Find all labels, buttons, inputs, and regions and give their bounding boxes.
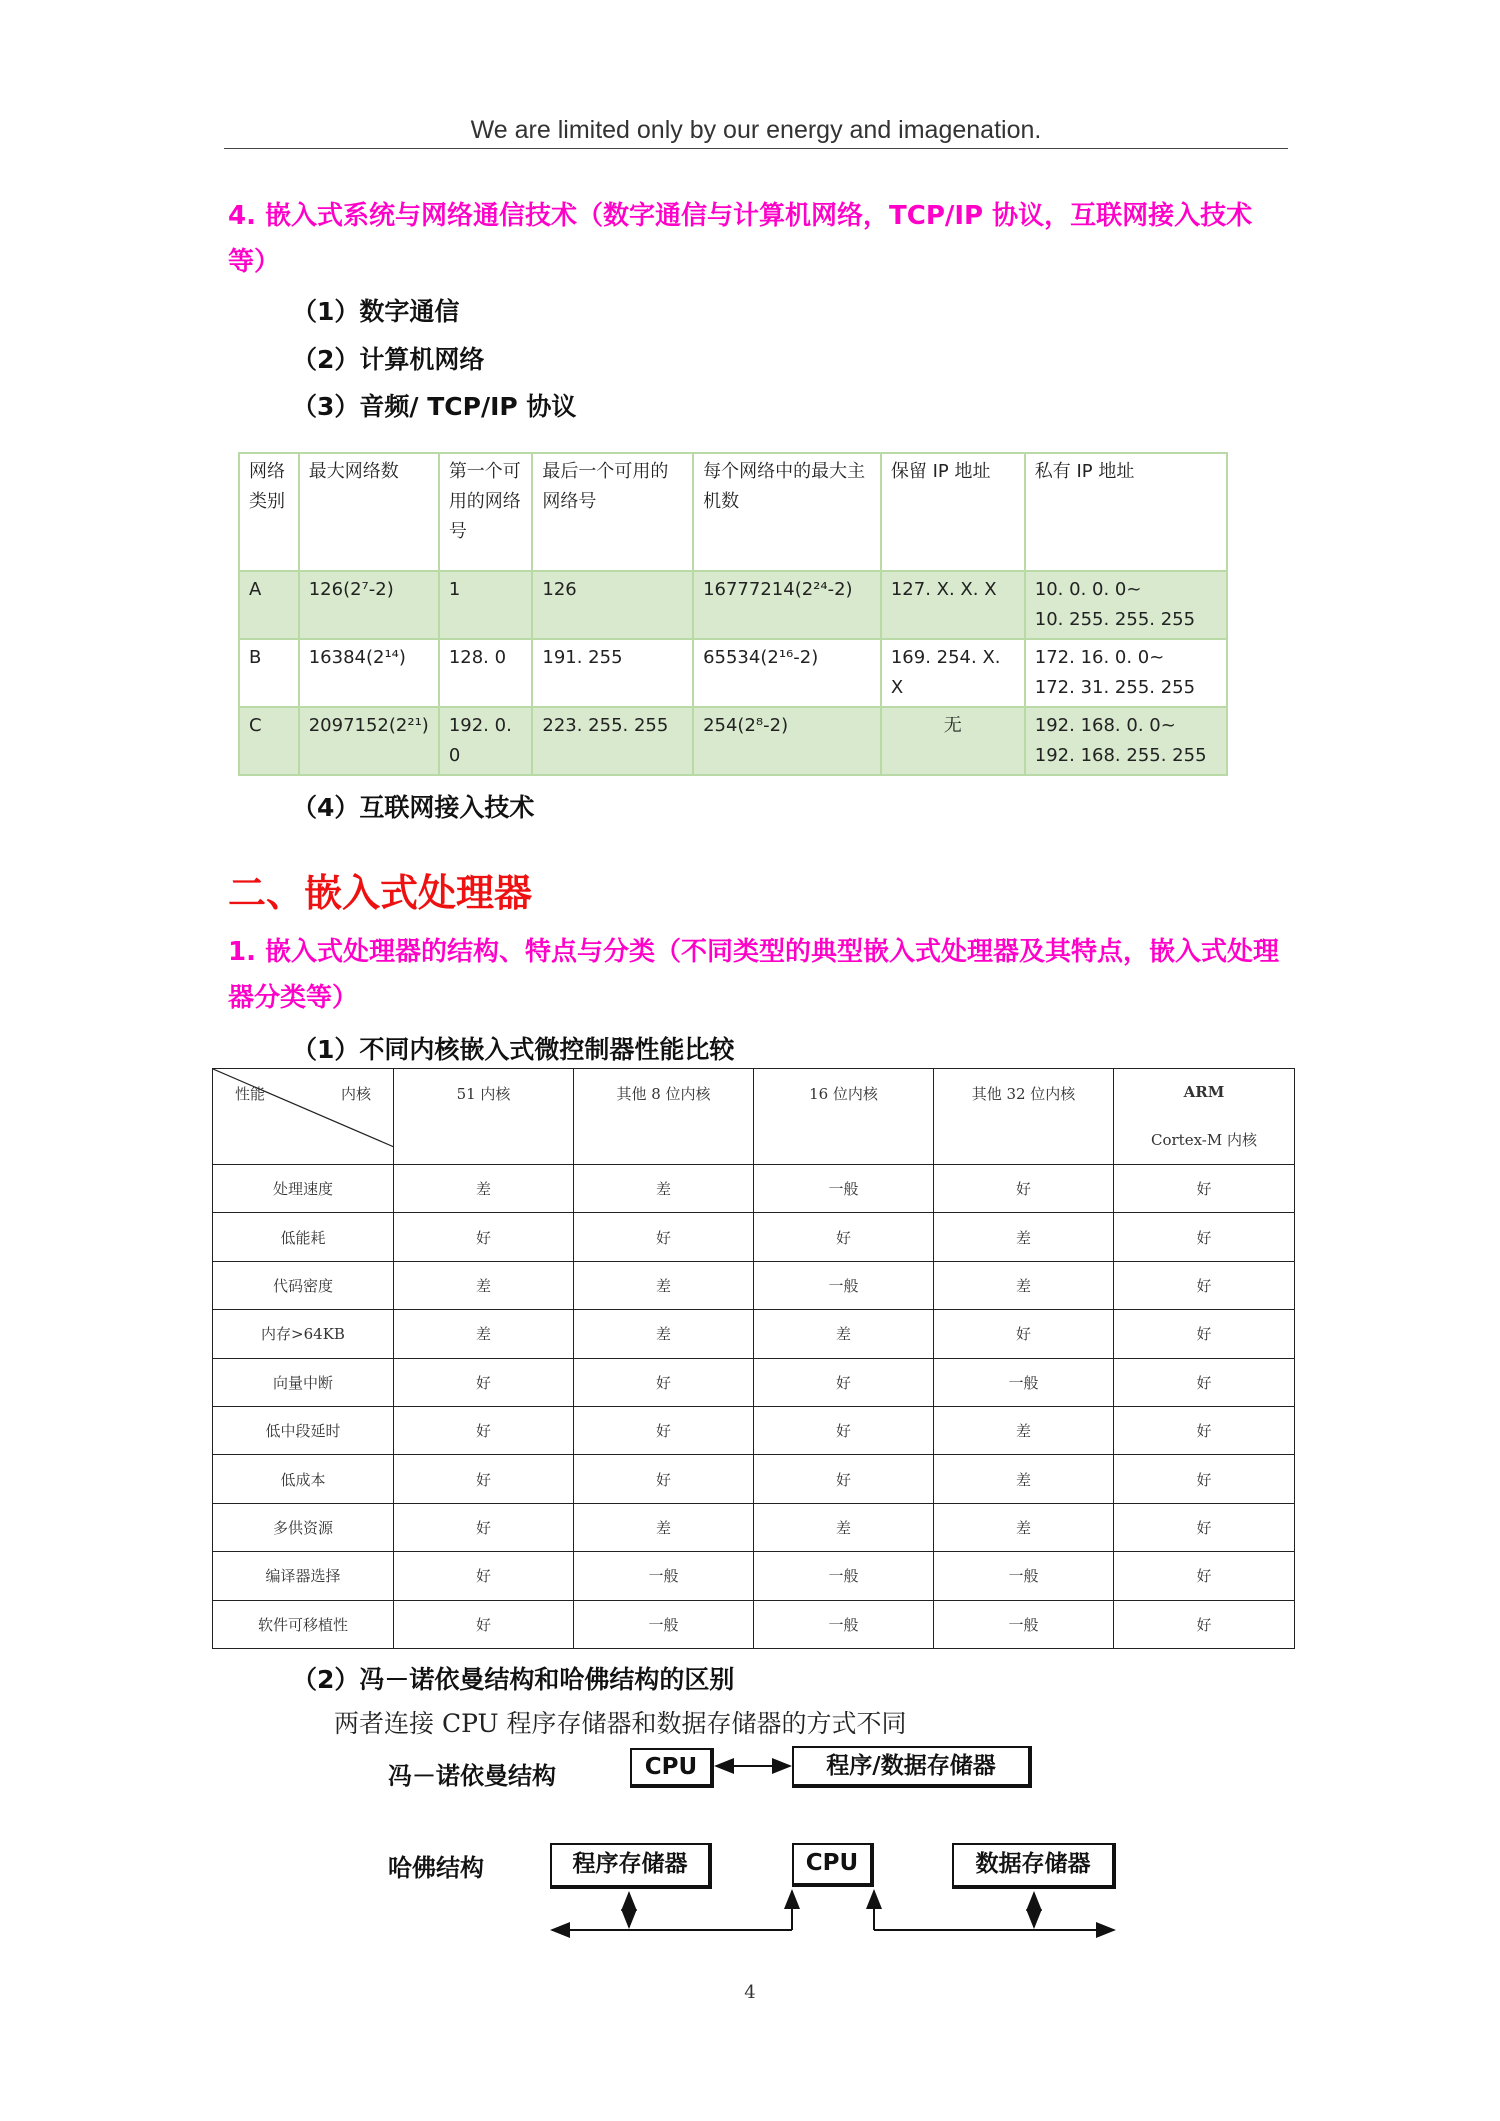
class-cell: B — [239, 639, 299, 707]
table-cell: 一般 — [574, 1600, 754, 1648]
table-cell: 好 — [754, 1358, 934, 1406]
private-range-start: 10. 0. 0. 0~ — [1034, 579, 1142, 600]
page-number: 4 — [744, 1982, 756, 2003]
table-cell: 128. 0 — [439, 639, 533, 707]
table-cell: 差 — [934, 1503, 1114, 1551]
header-cell: 第一个可用的网络号 — [439, 453, 533, 571]
table-cell: 192. 0. 0 — [439, 707, 533, 775]
architecture-description: 两者连接 CPU 程序存储器和数据存储器的方式不同 — [334, 1709, 907, 1738]
cortex-label: Cortex-M 内核 — [1151, 1131, 1257, 1149]
table-cell: 好 — [934, 1165, 1114, 1213]
table-cell: 好 — [1114, 1261, 1295, 1309]
table-cell: 好 — [574, 1213, 754, 1261]
private-range-start: 192. 168. 0. 0~ — [1034, 715, 1176, 736]
header-cell: 网络类别 — [239, 453, 299, 571]
harvard-cpu-box: CPU — [792, 1843, 874, 1887]
header-motto: We are limited only by our energy and imagenation. — [470, 116, 1042, 144]
program-data-memory-box: 程序/数据存储器 — [792, 1746, 1032, 1788]
table-cell: 一般 — [754, 1600, 934, 1648]
row-label: 低中段延时 — [213, 1406, 394, 1454]
table-cell: 223. 255. 255 — [532, 707, 693, 775]
table-cell: 差 — [394, 1310, 574, 1358]
table-cell: 一般 — [934, 1600, 1114, 1648]
table-cell: 16384(2¹⁴) — [299, 639, 439, 707]
table-cell: 126(2⁷-2) — [299, 571, 439, 639]
table-cell: 好 — [394, 1213, 574, 1261]
table-cell: 好 — [934, 1310, 1114, 1358]
table-cell: 254(2⁸-2) — [693, 707, 881, 775]
table-cell: 好 — [1114, 1600, 1295, 1648]
table-cell: 16777214(2²⁴-2) — [693, 571, 881, 639]
table-cell: 好 — [394, 1600, 574, 1648]
table-cell: 好 — [1114, 1552, 1295, 1600]
table-cell: 无 — [881, 707, 1025, 775]
table-cell: 169. 254. X. X — [881, 639, 1025, 707]
table-cell: 差 — [394, 1165, 574, 1213]
table-cell: 好 — [574, 1358, 754, 1406]
table-cell: 好 — [754, 1406, 934, 1454]
table-cell: 差 — [754, 1503, 934, 1551]
table-cell: 好 — [754, 1213, 934, 1261]
section-1-heading: 1. 嵌入式处理器的结构、特点与分类（不同类型的典型嵌入式处理器及其特点，嵌入式处理器分类等） — [228, 937, 1280, 1013]
table-cell: 1 — [439, 571, 533, 639]
table-cell: 差 — [934, 1455, 1114, 1503]
row-label: 处理速度 — [213, 1165, 394, 1213]
header-cell: 私有 IP 地址 — [1025, 453, 1227, 571]
table-cell: 差 — [394, 1261, 574, 1309]
table-cell: 差 — [934, 1261, 1114, 1309]
cpu-box: CPU — [630, 1748, 714, 1788]
table-cell: 好 — [394, 1358, 574, 1406]
arm-label: ARM — [1183, 1083, 1225, 1101]
subsection-4: （4）互联网接入技术 — [292, 793, 535, 822]
table-cell: 一般 — [754, 1165, 934, 1213]
table-cell: 127. X. X. X — [881, 571, 1025, 639]
subsection-3: （3）音频/ TCP/IP 协议 — [292, 392, 577, 421]
private-range-end: 192. 168. 255. 255 — [1034, 745, 1207, 766]
row-label: 低能耗 — [213, 1213, 394, 1261]
table-cell: 好 — [394, 1503, 574, 1551]
row-label: 低成本 — [213, 1455, 394, 1503]
table-cell: 好 — [574, 1406, 754, 1454]
row-label: 编译器选择 — [213, 1552, 394, 1600]
table-cell: 好 — [1114, 1455, 1295, 1503]
harvard-label: 哈佛结构 — [388, 1854, 484, 1882]
data-memory-box: 数据存储器 — [952, 1843, 1116, 1889]
private-range-start: 172. 16. 0. 0~ — [1034, 647, 1165, 668]
table-cell: 好 — [394, 1455, 574, 1503]
table-cell: 一般 — [934, 1358, 1114, 1406]
table-cell: 差 — [934, 1213, 1114, 1261]
table-cell: 一般 — [934, 1552, 1114, 1600]
table-cell: 好 — [1114, 1310, 1295, 1358]
table-cell: 一般 — [754, 1552, 934, 1600]
table-cell: 好 — [1114, 1213, 1295, 1261]
table-cell: 好 — [1114, 1503, 1295, 1551]
row-label: 内存>64KB — [213, 1310, 394, 1358]
header-cell: 16 位内核 — [754, 1069, 934, 1165]
row-label: 多供资源 — [213, 1503, 394, 1551]
table-cell: 差 — [754, 1310, 934, 1358]
table-cell: 好 — [394, 1552, 574, 1600]
table-cell: 65534(2¹⁶-2) — [693, 639, 881, 707]
header-cell: 保留 IP 地址 — [881, 453, 1025, 571]
subsection-architecture: （2）冯－诺依曼结构和哈佛结构的区别 — [292, 1665, 735, 1694]
core-corner-label: 内核 — [340, 1085, 371, 1103]
row-label: 代码密度 — [213, 1261, 394, 1309]
subsection-mcu-compare: （1）不同内核嵌入式微控制器性能比较 — [292, 1035, 735, 1064]
table-cell: 差 — [574, 1165, 754, 1213]
row-label: 向量中断 — [213, 1358, 394, 1406]
table-cell: 一般 — [754, 1261, 934, 1309]
chapter-title: 二、嵌入式处理器 — [228, 871, 533, 915]
header-cell: 其他 8 位内核 — [574, 1069, 754, 1165]
table-cell: 2097152(2²¹) — [299, 707, 439, 775]
table-cell: 差 — [574, 1310, 754, 1358]
table-cell: 126 — [532, 571, 693, 639]
perf-corner-label: 性能 — [235, 1085, 266, 1103]
table-cell: 差 — [574, 1503, 754, 1551]
table-cell: 好 — [394, 1406, 574, 1454]
table-cell: 好 — [1114, 1358, 1295, 1406]
table-cell: 好 — [1114, 1406, 1295, 1454]
table-cell: 191. 255 — [532, 639, 693, 707]
header-cell: 最大网络数 — [299, 453, 439, 571]
table-cell: 好 — [754, 1455, 934, 1503]
table-cell: 差 — [574, 1261, 754, 1309]
table-cell: 一般 — [574, 1552, 754, 1600]
von-neumann-label: 冯－诺依曼结构 — [388, 1762, 556, 1790]
subsection-1: （1）数字通信 — [292, 297, 460, 326]
table-cell: 差 — [934, 1406, 1114, 1454]
row-label: 软件可移植性 — [213, 1600, 394, 1648]
private-range-end: 10. 255. 255. 255 — [1034, 609, 1196, 630]
section-4-heading: 4. 嵌入式系统与网络通信技术（数字通信与计算机网络，TCP/IP 协议，互联网接入技术等） — [228, 201, 1253, 277]
table-cell: 好 — [574, 1455, 754, 1503]
private-range-end: 172. 31. 255. 255 — [1034, 677, 1196, 698]
class-cell: C — [239, 707, 299, 775]
table-cell: 好 — [1114, 1165, 1295, 1213]
program-memory-box: 程序存储器 — [550, 1843, 712, 1889]
header-cell: 最后一个可用的网络号 — [532, 453, 693, 571]
subsection-2: （2）计算机网络 — [292, 345, 485, 374]
header-cell: 其他 32 位内核 — [934, 1069, 1114, 1165]
header-cell: 51 内核 — [394, 1069, 574, 1165]
class-cell: A — [239, 571, 299, 639]
header-cell: 每个网络中的最大主机数 — [693, 453, 881, 571]
